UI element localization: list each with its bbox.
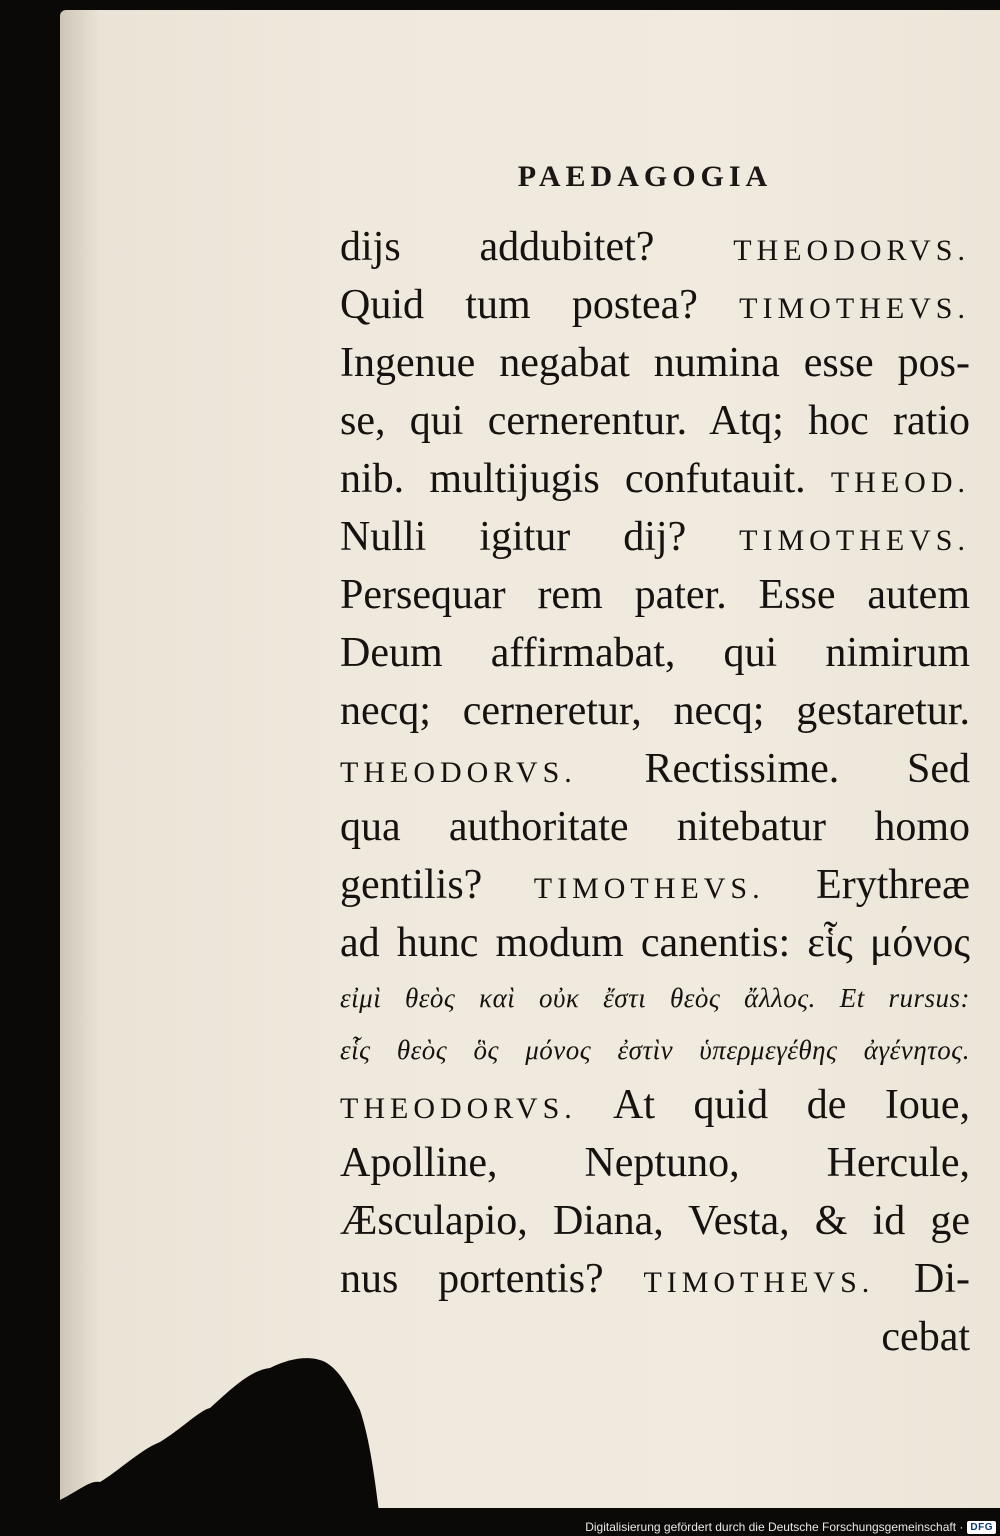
text-line: ad hunc modum canentis: εἷς μόνος: [340, 920, 970, 966]
text-block: [340, 218, 970, 1366]
running-head: PAEDAGOGIA: [517, 160, 773, 193]
text-line: se, qui cernerentur. Atq; hoc ratio: [340, 398, 970, 444]
text-line: Persequar rem pater. Esse autem: [340, 572, 970, 618]
text-line: Deum affirmabat, qui nimirum: [340, 630, 970, 676]
catchword: cebat: [881, 1314, 970, 1360]
text-line: THEODORVS. At quid de Ioue,: [340, 1082, 970, 1128]
speaker-name: TIMOTHEVS.: [533, 872, 765, 905]
speaker-name: TIMOTHEVS.: [739, 524, 970, 557]
text-line: Quid tum postea? TIMOTHEVS.: [340, 282, 970, 328]
greek-line: εἰμὶ θεὸς καὶ οὐκ ἔστι θεὸς ἄλλος. Et rursus:: [340, 983, 970, 1013]
speaker-name: THEODORVS.: [340, 1092, 577, 1125]
speaker-name: TIMOTHEVS.: [739, 292, 970, 325]
greek-line: εἷς θεὸς ὃς μόνος ἐστὶν ὑπερμεγέθης ἀγένητος.: [340, 1035, 970, 1065]
text-line: qua authoritate nitebatur homo: [340, 804, 970, 850]
text-line: Æsculapio, Diana, Vesta, & id ge: [340, 1198, 970, 1244]
footer-text: Digitalisierung gefördert durch die Deutsche Forschungsgemeinschaft ·: [585, 1520, 964, 1534]
text-line: dijs addubitet? THEODORVS.: [340, 224, 970, 270]
text-line: nus portentis? TIMOTHEVS. Di-: [340, 1256, 970, 1302]
digitization-footer: [585, 1520, 996, 1534]
speaker-name: THEODORVS.: [733, 234, 970, 267]
text-line: necq; cerneretur, necq; gestaretur.: [340, 688, 970, 734]
text-line: Nulli igitur dij? TIMOTHEVS.: [340, 514, 970, 560]
dfg-logo: DFG: [967, 1521, 996, 1534]
text-line: THEODORVS. Rectissime. Sed: [340, 746, 970, 792]
text-line: gentilis? TIMOTHEVS. Erythreæ: [340, 862, 970, 908]
text-line: nib. multijugis confutauit. THEOD.: [340, 456, 970, 502]
text-line: Apolline, Neptuno, Hercule,: [340, 1140, 970, 1186]
speaker-name: THEOD.: [830, 466, 970, 499]
text-line: Ingenue negabat numina esse pos-: [340, 340, 970, 386]
speaker-name: TIMOTHEVS.: [643, 1266, 875, 1299]
speaker-name: THEODORVS.: [340, 756, 577, 789]
